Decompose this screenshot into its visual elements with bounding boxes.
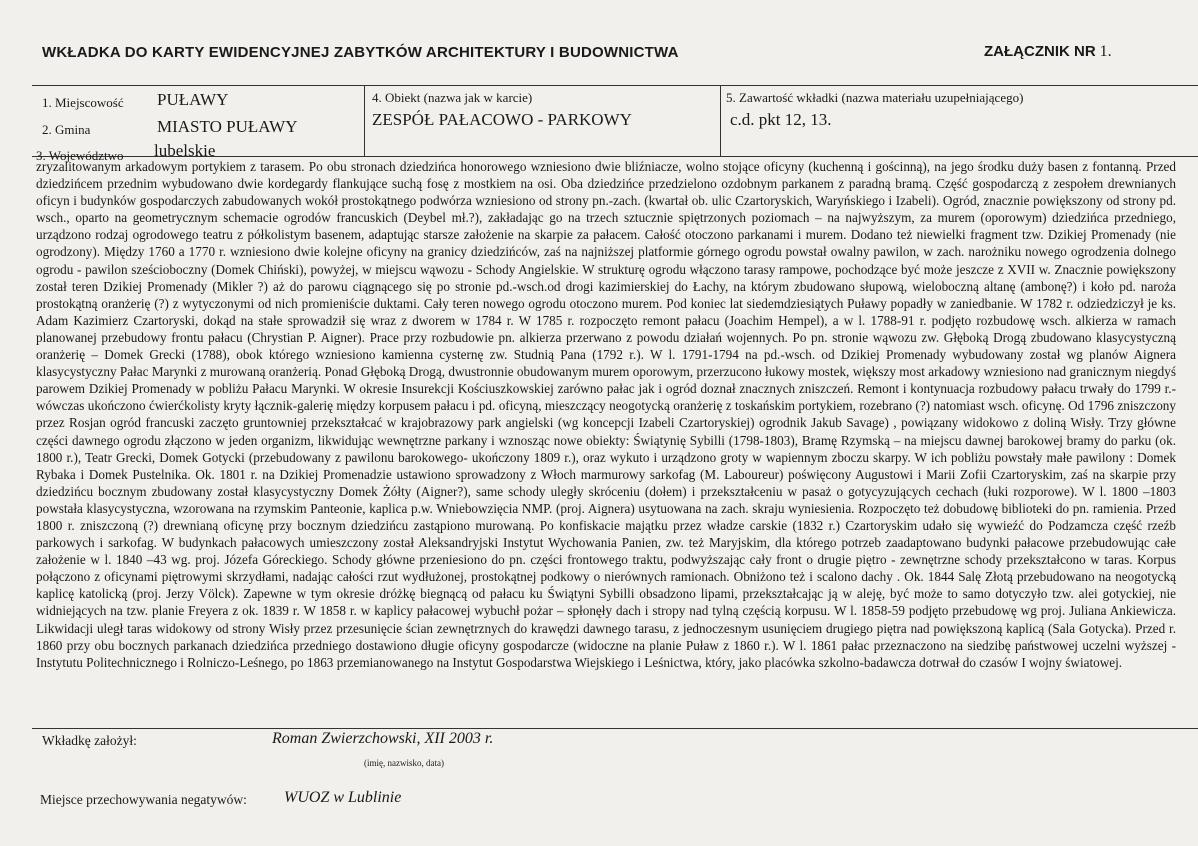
column-divider-2 [720,85,721,156]
author-label: Wkładkę założył: [42,733,137,748]
field-3-label: 3. Województwo [36,148,124,163]
field-1-value: PUŁAWY [157,90,229,109]
author-note: (imię, nazwisko, data) [364,758,444,768]
annex-number: 1. [1099,43,1112,60]
header-title: WKŁADKA DO KARTY EWIDENCYJNEJ ZABYTKÓW ARCHITEKTURY I BUDOWNICTWA [42,44,679,61]
annex-label [984,43,1112,61]
field-4-value: ZESPÓŁ PAŁACOWO - PARKOWY [372,110,632,129]
storage-label: Miejsce przechowywania negatywów: [40,792,247,807]
field-4-label: 4. Obiekt (nazwa jak w karcie) [372,90,533,105]
field-5-label: 5. Zawartość wkładki (nazwa materiału uzupełniającego) [726,90,1024,105]
field-2-value: MIASTO PUŁAWY [157,117,298,136]
annex-label-text: ZAŁĄCZNIK NR [984,43,1096,60]
field-5-value: c.d. pkt 12, 13. [730,110,832,129]
column-divider-1 [364,85,365,156]
body-text [36,158,1176,671]
author-value: Roman Zwierzchowski, XII 2003 r. [272,730,494,747]
field-3-value: lubelskie [154,141,216,160]
body-paragraph: zryzalitowanym arkadowym portykiem z tarasem. Po obu stronach dziedzińca honorowego wzniesiono dwie bliźniacze, wolno stojące oficyny (kuchenną i gościnną), na jego środku duży basen z fontanną. Przed dziedzińcem przednim wybudowano dwie kordegardy flankujące suchą fosę z mostkiem na osi. Oba dziedzińce przedzielono ozdobnym parkanem z paradną bramą. Część gospodarczą z zespołem drewnianych oficyn i budynków gospodarczych zabudowanych wokół prostokątnego podwórza wzniesiono od strony pn.-zach. (kwartał ob. ulic Czartoryskich, Waryńskiego i Izabeli). Ogród, znacznie powiększony od strony pd. wsch., oparto na geometrycznym schemacie ogrodów francuskich (Deybel mł.?), zakładając go na trzech sztucznie spiętrzonych poziomach – na najwyższym, za murem (oporowym) dziedzińca przedniego, urządzono rodzaj ogrodowego teatru z półkolistym basenem, adaptując starsze założenie na skarpie za pałacem. Całość otoczono parkanami i murem. Dodano też niewielki fragment tzw. Dzikiej Promenady (nie ogrodzony). Między 1760 a 1770 r. wzniesiono dwie kolejne oficyny na granicy dziedzińców, zaś na najniższej platformie górnego ogrodu powstał owalny pawilon, w zach. narożniku nowego ogrodzenia dolnego ogrodu - pawilon sześcioboczny (Domek Chiński), powyżej, w miejscu wąwozu - Schody Angielskie. W strukturę ogrodu włączono tarasy rampowe, pochodzące być może jeszcze z XVII w. Znacznie powiększony został teren Dzikiej Promenady (Mikler ?) aż do parowu ciągnącego się po stronie pd.-wsch.od drogi kazimierskiej do Łachy, na którym zbudowano słupową, wieloboczną altanę (ambonę?) i koło pd. naroża prostokątną oranżerię (?) z wytyczonymi od nich promieniście duktami. Cały teren nowego ogrodu otoczono murem. Pod koniec lat siedemdziesiątych Puławy popadły w zaniedbanie. W 1782 r. odziedziczył je ks. Adam Kazimierz Czartoryski, dokąd na stałe sprowadził się wraz z dworem w 1784 r. W 1785 r. rozpoczęto remont pałacu (Joachim Hempel), a w l. 1788-91 r. podjęto rozbudowę wsch. alkierza w ramach planowanej przebudowy frontu pałacu (Chrystian P. Aigner). Prace przy rozbudowie pn. alkierza przerwano z powodu działań wojennych. Po pn. stronie wąwozu zw. Głęboką Drogą zbudowano klasycystyczną oranżerię – Domek Grecki (1788), obok którego wzniesiono kamienna cysternę zw. Studnią Pana (1792 r.). W l. 1791-1794 na pd.-wsch. od Dzikiej Promenady wybudowany został wg planów Aignera klasycystyczny Pałac Marynki z murowaną oranżerią. Ponad Głęboką Drogą, dwustronnie obudowanym murem oporowym, przerzucono łukowy mostek, większy most arkadowy wzniesiono nad granicznym niegdyś parowem Dzikiej Promenady w pobliżu Pałacu Marynki. W okresie Insurekcji Kościuszkowskiej zarówno pałac jak i ogród doznał znacznych zniszczeń. Remont i kontynuacja rozbudowy pałacu trwały do 1799 r.- wówczas ukończono ćwierćkolisty kryty łącznik-galerię między korpusem pałacu i pd. oficyną, mieszczący neogotycką oranżerię z toskańskim portykiem, rozebrano (?) natomiast wsch. oficynę. Od 1796 zniszczony przez Rosjan ogród francuski zaczęto gruntowniej przekształcać w krajobrazowy park angielski (wg koncepcji Izabeli Czartoryskiej) ogrodnik Jakub Savage) , powiązany widokowo z doliną Wisły. Trzy główne części dawnego ogrodu złączono w jeden organizm, likwidując wewnętrzne parkany i wznosząc nowe obiekty: Świątynię Sybilli (1798-1803), Bramę Rzymską – na miejscu dawnej barokowej bramy do parku (ok. 1800 r.), Teatr Grecki, Domek Gotycki (przebudowany z pawilonu barokowego- ukończony 1809 r.), oraz wykuto i urządzono groty w wapiennym zboczu skarpy. W ich pobliżu powstały małe pawilony : Domek Rybaka i Domek Pustelnika. Ok. 1801 r. na Dzikiej Promenadzie ustawiono sprowadzony z Włoch marmurowy sarkofag (M. Laboureur) poświęcony Augustowi i Marii Zofii Czartoryskim, zaś na skarpie przy dziedzińcu bocznym zbudowany został klasycystyczny Domek Żółty (Aigner?), same schody uległy skróceniu (dołem) i przekształceniu w pasaż o gotycyzujących cechach (łuki rozporowe). W l. 1800 –1803 powstała klasycystyczna, wzorowana na rzymskim Panteonie, kaplica p.w. Wniebowzięcia NMP. (proj. Aignera) usytuowana na zach. skraju wyniesienia. Rozpoczęto też dobudowę biblioteki do pn. ramienia. Przed 1800 r. zniszczoną (?) drewnianą oficynę przy bocznym dziedzińcu zastąpiono murowaną. Po konfiskacie majątku przez władze carskie (1832 r.) Czartoryskim udało się wywieźć do Podzamcza część rzeźb parkowych i sarkofag. W budynkach pałacowych umieszczony został Aleksandryjski Instytut Wychowania Panien, zw. też Maryjskim, dla którego potrzeb zaadaptowano budynki pałacowe przebudowując całe założenie w l. 1840 –43 wg. proj. Józefa Góreckiego. Schody główne przeniesiono do pn. części frontowego traktu, podwyższając cały front o drugie piętro - zewnętrzne schody przekształcono w taras. Korpus połączono z oficynami piętrowymi skrzydłami, nadając całości rzut wydłużonej, prostokątnej podkowy o nierównych ramionach. Obniżono też i scalono dachy . Ok. 1844 Salę Złotą przebudowano na neogotycką kaplicę katolicką (proj. Jerzy Völck). Zapewne w tym okresie dróżkę biegnącą od pałacu ku Świątyni Sybilli obsadzono lipami, przekształcając ją w aleję, być może to samo dotyczyło tzw. alei gotyckiej, nie widniejących na tzw. planie Freyera z ok. 1839 r. W 1858 r. w kaplicy pałacowej wybuchł pożar – spłonęły dach i stropy nad tylną częścią korpusu. W l. 1858-59 podjęto przebudowę wg proj. Juliana Ankiewicza. Likwidacji uległ taras widokowy od strony Wisły przez przesunięcie ścian zewnętrznych do krawędzi dawnego tarasu, z jednoczesnym usunięciem drugiego piętra nad powiększoną kaplicą (Sala Gotycka). Przed r. 1860 przy obu bocznych parkanach dziedzińca przedniego dostawiono długie oficyny gospodarcze (widoczne na planie Puław z 1860 r.). W l. 1861 pałac przeznaczono na siedzibę państwowej uczelni wyższej - Instytutu Politechnicznego i Rolniczo-Leśnego, po 1863 przemianowanego na Instytut Gospodarstwa Wiejskiego i Leśnictwa, który, jako placówka szkolno-badawcza dotrwał do czasów I wojny światowej. [36,159,1176,670]
field-2-label: 2. Gmina [42,122,91,137]
storage-value: WUOZ w Lublinie [284,789,402,806]
field-1-label: 1. Miejscowość [42,95,124,110]
bottom-rule [32,728,1198,729]
top-rule [32,85,1198,86]
